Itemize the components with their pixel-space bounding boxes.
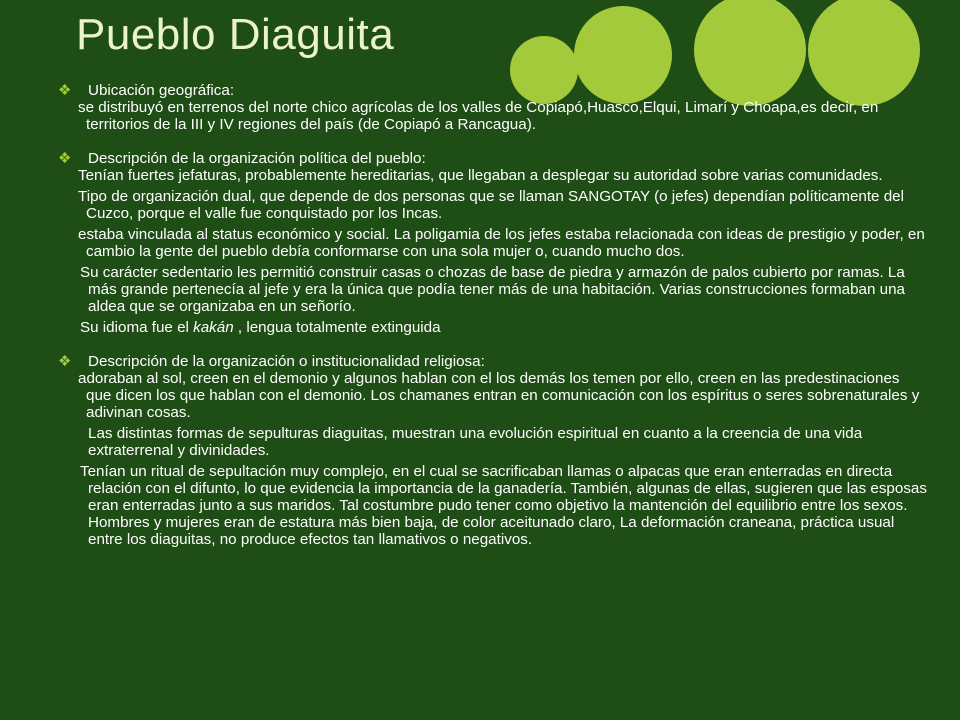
paragraph: Las distintas formas de sepulturas diaguitas, muestran una evolución espiritual en cuanto a la creencia de una vida extraterrenal y divinidades. [88,425,863,459]
slide-content [58,82,928,548]
paragraph: Tipo de organización dual, que depende de dos personas que se llaman SANGOTAY (o jefes) dependían políticamente del Cuzco, porque el valle fue conquistado por los Incas. [78,188,904,222]
paragraph: se distribuyó en terrenos del norte chico agrícolas de los valles de Copiapó,Huasco,Elqui, Limarí y Choapa,es decir, en territorios de la III y IV regiones del país (de Copiapó a Rancagua). [78,99,879,133]
paragraph: estaba vinculada al status económico y social. La poligamia de los jefes estaba relacionada con ideas de prestigio y poder, en cambio la gente del pueblo debía conformarse con una sola mujer o, cuando mucho dos. [78,226,925,260]
diamond-bullet-icon: ❖ [58,82,72,99]
paragraph: adoraban al sol, creen en el demonio y algunos hablan con el los demás los temen por ello, creen en las predestinaciones que dicen los que hablan con el demonio. Los chamanes entran en comunicación con los espíritus o seres sobrenaturales y adivinan cosas. [78,370,920,421]
diamond-bullet-icon: ❖ [58,150,72,167]
section-heading-politica [58,150,928,167]
paragraph: Su carácter sedentario les permitió construir casas o chozas de base de piedra y armazón de palos cubierto por ramas. La más grande pertenecía al jefe y era la única que podía tener más de una habitación. Varias construcciones formaban una aldea que se organizaba en un señorío. [80,264,905,315]
paragraph: Su idioma fue el kakán , lengua totalmente extinguida [80,319,441,336]
heading-text: Ubicación geográfica: [88,82,235,99]
slide-title: Pueblo Diaguita [76,10,395,59]
diamond-bullet-icon: ❖ [58,353,72,370]
heading-text: Descripción de la organización política del pueblo: [88,150,426,167]
section-heading-religiosa [58,353,928,370]
section-heading-ubicacion [58,82,928,99]
heading-text: Descripción de la organización o institucionalidad religiosa: [88,353,485,370]
paragraph: Tenían fuertes jefaturas, probablemente hereditarias, que llegaban a desplegar su autoridad sobre varias comunidades. [78,167,883,184]
language-name: kakán [193,319,234,336]
paragraph: Tenían un ritual de sepultación muy complejo, en el cual se sacrificaban llamas o alpacas que eran enterradas en directa relación con el difunto, lo que evidencia la importancia de la ganadería. También, algunas de ellas, sugieren que las esposas eran enterradas junto a sus maridos. Tal costumbre pudo tener como objetivo la mantención del equilibrio entre los sexos. Hombres y mujeres eran de estatura más bien baja, de color aceitunado claro, La deformación craneana, práctica usual entre los diaguitas, no produce efectos tan llamativos o negativos. [80,463,927,548]
